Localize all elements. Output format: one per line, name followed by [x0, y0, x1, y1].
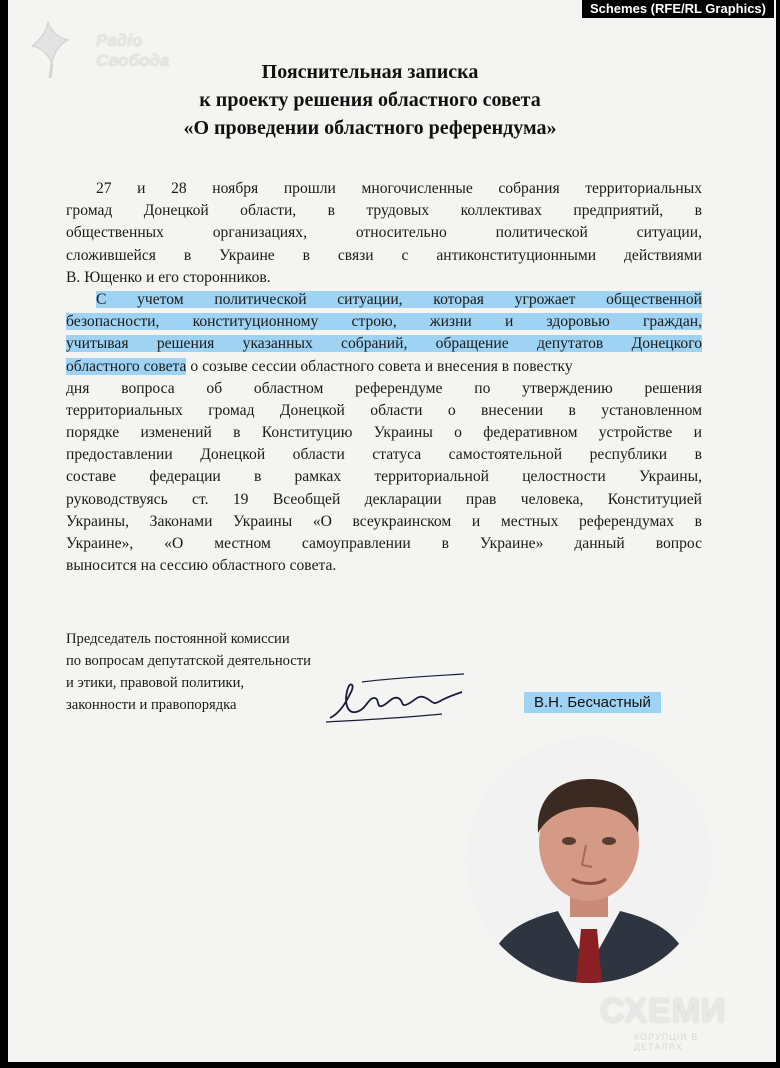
body-line: 27 и 28 ноября прошли многочисленные собрания территориальных	[96, 180, 702, 197]
body-line: общественных организациях, относительно политической ситуации,	[66, 224, 702, 242]
document-body	[66, 178, 702, 577]
body-line-mixed	[66, 356, 702, 378]
document-title	[100, 58, 640, 142]
radio-svoboda-logo-icon	[28, 18, 88, 80]
body-line: порядке изменений в Конституцию Украины о федеративном устройстве и	[66, 424, 702, 442]
signature-line-2: по вопросам депутатской деятельности	[66, 653, 311, 669]
title-line-3: «О проведении областного референдума»	[183, 117, 557, 139]
body-line-highlighted	[66, 289, 702, 311]
body-line: Украины, Законами Украины «О всеукраинском и местных референдумах в	[66, 512, 702, 530]
signature-block	[66, 628, 311, 716]
highlighted-text: безопасности, конституционному строю, жизни и здоровью граждан,	[66, 313, 702, 331]
body-line: Украине», «О местном самоуправлении в Украине» данный вопрос	[66, 535, 702, 552]
portrait-illustration	[466, 737, 712, 983]
body-line: дня вопроса об областном референдуме по утверждению решения	[66, 379, 702, 397]
body-line: В. Ющенко и его сторонников.	[66, 268, 271, 286]
signature-line-1: Председатель постоянной комиссии	[66, 631, 290, 647]
body-line: предоставлении Донецкой области статуса самостоятельной республики в	[66, 446, 702, 464]
watermark-line-2: Свобода	[96, 51, 170, 70]
signatory-name: В.Н. Бесчастный	[524, 692, 661, 713]
body-line: территориальных громад Донецкой области о внесении в установленном	[66, 401, 702, 419]
handwritten-signature	[322, 668, 472, 728]
signature-line-4: законности и правопорядка	[66, 697, 237, 713]
body-line-highlighted	[66, 333, 702, 355]
highlighted-text: С учетом политической ситуации, которая угрожает общественной	[96, 290, 702, 308]
watermark-line-1: Радіо	[96, 31, 143, 50]
body-line: составе федерации в рамках территориальной целостности Украины,	[66, 468, 702, 486]
title-line-1: Пояснительная записка	[261, 61, 479, 83]
body-text-run: о созыве сессии областного совета и внесения в повестку	[190, 357, 573, 375]
body-line: сложившейся в Украине в связи с антиконституционными действиями	[66, 246, 702, 264]
signature-line-3: и этики, правовой политики,	[66, 675, 245, 691]
schemes-logo-subtitle: КОРУПЦІЯ В ДЕТАЛЯХ	[634, 1032, 699, 1052]
schemes-logo-title: СХЕМИ	[600, 992, 727, 1030]
body-line: выносится на сессию областного совета.	[66, 557, 337, 575]
image-credit: Schemes (RFE/RL Graphics)	[582, 0, 774, 18]
title-line-2: к проекту решения областного совета	[199, 89, 541, 111]
portrait-photo	[466, 737, 712, 983]
highlighted-text: областного совета	[66, 357, 187, 375]
body-line: руководствуясь ст. 19 Всеобщей декларации прав человека, Конституцией	[66, 490, 702, 508]
body-line: громад Донецкой области, в трудовых коллективах предприятий, в	[66, 202, 702, 220]
highlighted-text: учитывая решения указанных собраний, обращение депутатов Донецкого	[66, 335, 702, 353]
schemes-logo	[600, 992, 750, 1050]
body-line-highlighted	[66, 311, 702, 333]
